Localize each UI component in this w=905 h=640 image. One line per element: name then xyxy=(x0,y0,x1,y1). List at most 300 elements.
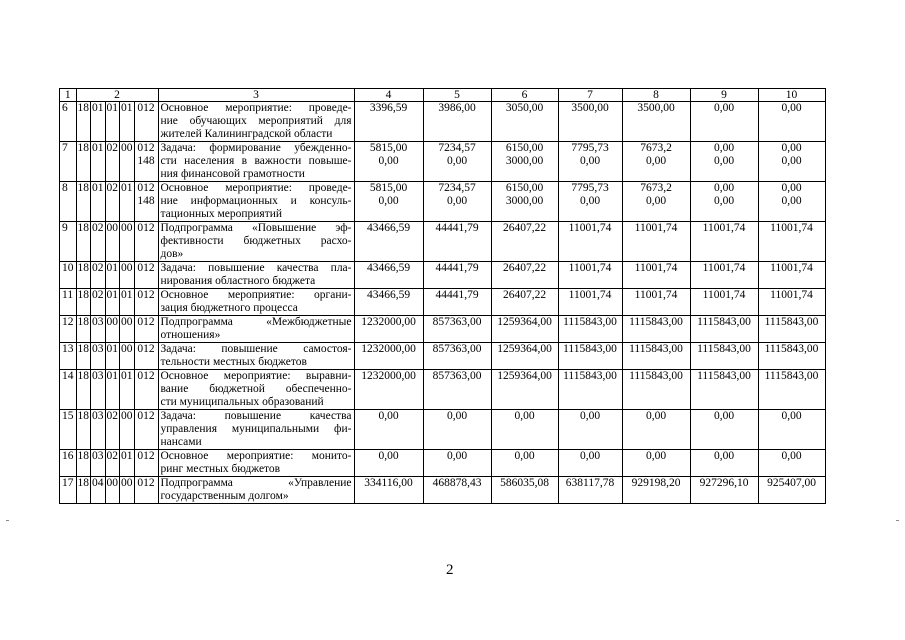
value: 7673,2 xyxy=(640,182,672,194)
header-col-1: 1 xyxy=(60,89,77,102)
code-task: 01 xyxy=(105,102,120,142)
item-name-line: Подпрограмма «Повышение эф- xyxy=(160,222,352,234)
row-number: 15 xyxy=(60,410,77,450)
value: 1115843,00 xyxy=(764,316,819,328)
value: 0,00 xyxy=(446,450,468,462)
value-col-7 xyxy=(558,450,622,477)
value-col-9 xyxy=(690,343,758,370)
value-col-5 xyxy=(423,477,491,504)
value: 0,00 xyxy=(713,102,735,114)
item-name xyxy=(158,142,354,182)
code-program: 18 xyxy=(76,222,91,262)
table-row xyxy=(60,343,826,370)
value: 7234,57 xyxy=(438,142,476,154)
value: 468878,43 xyxy=(432,477,482,489)
value-col-4 xyxy=(354,450,423,477)
code-event: 00 xyxy=(120,316,135,343)
value-col-9 xyxy=(690,182,758,222)
value-col-6 xyxy=(491,289,558,316)
value: 5815,00 xyxy=(369,142,408,154)
value: 6150,00 xyxy=(505,142,544,154)
row-number: 8 xyxy=(60,182,77,222)
value-col-9 xyxy=(690,316,758,343)
header-col-4: 4 xyxy=(354,89,423,102)
value-col-6 xyxy=(491,370,558,410)
value: 0,00 xyxy=(645,195,667,207)
value: 1115843,00 xyxy=(764,370,819,382)
value: 1115843,00 xyxy=(563,343,617,355)
value: 586035,08 xyxy=(500,477,549,489)
code-program: 18 xyxy=(76,370,91,410)
value-col-9 xyxy=(690,450,758,477)
item-name-line: сти муниципальных образований xyxy=(160,396,324,408)
header-col-8: 8 xyxy=(622,89,690,102)
code-admin xyxy=(134,142,158,182)
value: 0,00 xyxy=(514,450,535,462)
table-row xyxy=(60,316,826,343)
value-col-4 xyxy=(354,182,423,222)
code-program: 18 xyxy=(76,477,91,504)
code-subprogram: 03 xyxy=(91,316,106,343)
value: 929198,20 xyxy=(631,477,681,489)
value-col-5 xyxy=(423,450,491,477)
item-name xyxy=(158,289,354,316)
table-row xyxy=(60,222,826,262)
code-task: 00 xyxy=(105,477,120,504)
code-admin xyxy=(134,343,158,370)
code-admin xyxy=(134,316,158,343)
item-name-line: сти населения в важности повыше- xyxy=(160,155,352,167)
table-row xyxy=(60,262,826,289)
value-col-7 xyxy=(558,102,622,142)
item-name-line: ния финансовой грамотности xyxy=(160,168,305,180)
code-subprogram: 01 xyxy=(91,182,106,222)
value: 638117,78 xyxy=(565,477,615,489)
value-col-10 xyxy=(758,477,825,504)
value: 857363,00 xyxy=(432,343,482,355)
row-number: 10 xyxy=(60,262,77,289)
value: 44441,79 xyxy=(435,262,479,274)
value-col-8 xyxy=(622,142,690,182)
item-name xyxy=(158,102,354,142)
value-col-8 xyxy=(622,410,690,450)
row-number: 13 xyxy=(60,343,77,370)
value-col-4 xyxy=(354,262,423,289)
value-col-8 xyxy=(622,102,690,142)
value: 3000,00 xyxy=(505,195,544,207)
value: 11001,74 xyxy=(702,222,746,234)
value: 927296,10 xyxy=(699,477,749,489)
header-col-3: 3 xyxy=(158,89,354,102)
value: 6150,00 xyxy=(505,182,544,194)
admin-code: 012 xyxy=(137,222,155,234)
value: 11001,74 xyxy=(634,262,678,274)
row-number: 6 xyxy=(60,102,77,142)
code-event: 01 xyxy=(120,182,135,222)
value-col-9 xyxy=(690,410,758,450)
value-col-10 xyxy=(758,316,825,343)
item-name-line: нирования областного бюджета xyxy=(160,275,316,287)
value: 0,00 xyxy=(446,155,468,167)
item-name-line: жителей Калининградской области xyxy=(160,128,333,140)
value: 0,00 xyxy=(579,155,601,167)
item-name-line: вание бюджетной обеспеченно- xyxy=(160,383,352,395)
header-col-9: 9 xyxy=(690,89,758,102)
code-task: 01 xyxy=(105,289,120,316)
item-name xyxy=(158,316,354,343)
value-col-9 xyxy=(690,142,758,182)
value: 1115843,00 xyxy=(697,316,751,328)
admin-code: 012 xyxy=(137,343,155,355)
value: 0,00 xyxy=(713,155,735,167)
value: 26407,22 xyxy=(502,289,547,301)
value: 0,00 xyxy=(781,450,802,462)
value: 44441,79 xyxy=(435,222,479,234)
value-col-8 xyxy=(622,182,690,222)
value: 3500,00 xyxy=(637,102,675,114)
value: 3396,59 xyxy=(369,102,408,114)
item-name-line: Задача: формирование убежденно- xyxy=(160,142,352,154)
value-col-7 xyxy=(558,410,622,450)
code-task: 00 xyxy=(105,316,120,343)
value: 1115843,00 xyxy=(563,370,617,382)
admin-code: 012 xyxy=(137,450,155,462)
item-name xyxy=(158,222,354,262)
scan-mark-left xyxy=(6,520,9,521)
value: 11001,74 xyxy=(634,222,678,234)
value: 0,00 xyxy=(378,195,399,207)
code-admin xyxy=(134,477,158,504)
code-program: 18 xyxy=(76,450,91,477)
value-col-5 xyxy=(423,289,491,316)
value: 857363,00 xyxy=(432,316,482,328)
page-number: 2 xyxy=(446,562,454,578)
value-col-10 xyxy=(758,410,825,450)
header-col-10: 10 xyxy=(758,89,825,102)
value-col-9 xyxy=(690,477,758,504)
code-subprogram: 03 xyxy=(91,410,106,450)
scan-mark-right xyxy=(896,520,899,521)
value: 11001,74 xyxy=(770,222,813,234)
code-event: 01 xyxy=(120,450,135,477)
row-number: 17 xyxy=(60,477,77,504)
value: 1115843,00 xyxy=(764,343,819,355)
code-admin xyxy=(134,222,158,262)
value: 43466,59 xyxy=(366,262,411,274)
admin-code: 012 xyxy=(137,316,155,328)
value-col-4 xyxy=(354,316,423,343)
code-task: 02 xyxy=(105,410,120,450)
code-program: 18 xyxy=(76,182,91,222)
table-row xyxy=(60,477,826,504)
value-col-7 xyxy=(558,477,622,504)
value: 1115843,00 xyxy=(629,370,683,382)
item-name-line: ние информационных и консуль- xyxy=(160,195,352,207)
value: 1115843,00 xyxy=(697,343,751,355)
code-admin xyxy=(134,370,158,410)
item-name xyxy=(158,262,354,289)
code-program: 18 xyxy=(76,343,91,370)
table-row xyxy=(60,450,826,477)
value: 0,00 xyxy=(713,142,735,154)
code-admin xyxy=(134,289,158,316)
value-col-10 xyxy=(758,182,825,222)
code-subprogram: 01 xyxy=(91,102,106,142)
value: 1259364,00 xyxy=(497,370,552,382)
code-subprogram: 02 xyxy=(91,222,106,262)
code-program: 18 xyxy=(76,410,91,450)
admin-code: 012 xyxy=(137,370,155,382)
item-name-line: Основное мероприятие: выравни- xyxy=(160,370,352,382)
value: 43466,59 xyxy=(366,222,411,234)
code-subprogram: 04 xyxy=(91,477,106,504)
value: 0,00 xyxy=(781,102,802,114)
item-name-line: отношения» xyxy=(160,329,221,341)
value: 1259364,00 xyxy=(497,343,552,355)
item-name-line: Основное мероприятие: проведе- xyxy=(160,102,352,114)
value-col-7 xyxy=(558,222,622,262)
item-name-line: ние обучающих мероприятий для xyxy=(160,115,352,127)
item-name-line: Задача: повышение самостоя- xyxy=(160,343,352,355)
value: 0,00 xyxy=(713,182,735,194)
value: 11001,74 xyxy=(568,262,612,274)
row-number: 7 xyxy=(60,142,77,182)
value-col-6 xyxy=(491,222,558,262)
header-col-2: 2 xyxy=(76,89,158,102)
value-col-5 xyxy=(423,343,491,370)
header-col-6: 6 xyxy=(491,89,558,102)
value-col-8 xyxy=(622,289,690,316)
value: 7795,73 xyxy=(571,182,609,194)
code-event: 01 xyxy=(120,370,135,410)
table-row xyxy=(60,182,826,222)
value: 334116,00 xyxy=(364,477,413,489)
item-name-line: управления муниципальными фи- xyxy=(160,423,352,435)
admin-code: 148 xyxy=(137,195,155,207)
code-task: 02 xyxy=(105,182,120,222)
value: 0,00 xyxy=(781,155,802,167)
value: 1232000,00 xyxy=(361,343,416,355)
value-col-8 xyxy=(622,450,690,477)
item-name-line: дов» xyxy=(160,248,184,260)
code-subprogram: 02 xyxy=(91,262,106,289)
value: 3000,00 xyxy=(505,155,544,167)
admin-code: 012 xyxy=(137,182,155,194)
value-col-4 xyxy=(354,410,423,450)
header-col-5: 5 xyxy=(423,89,491,102)
value: 5815,00 xyxy=(369,182,408,194)
code-subprogram: 02 xyxy=(91,289,106,316)
value: 3500,00 xyxy=(571,102,609,114)
table-row xyxy=(60,289,826,316)
code-program: 18 xyxy=(76,142,91,182)
item-name-line: Подпрограмма «Межбюджетные xyxy=(160,316,352,328)
value-col-7 xyxy=(558,289,622,316)
admin-code: 148 xyxy=(137,155,155,167)
value-col-6 xyxy=(491,262,558,289)
budget-table xyxy=(59,88,826,504)
value-col-6 xyxy=(491,450,558,477)
value: 3050,00 xyxy=(505,102,544,114)
value-col-4 xyxy=(354,343,423,370)
value: 0,00 xyxy=(378,450,399,462)
item-name-line: нансами xyxy=(160,436,202,448)
item-name xyxy=(158,450,354,477)
value-col-5 xyxy=(423,222,491,262)
value-col-8 xyxy=(622,262,690,289)
value-col-4 xyxy=(354,370,423,410)
table-body xyxy=(60,89,826,504)
value: 11001,74 xyxy=(702,289,746,301)
value: 0,00 xyxy=(645,410,667,422)
value-col-10 xyxy=(758,289,825,316)
value: 11001,74 xyxy=(568,289,612,301)
value: 925407,00 xyxy=(767,477,816,489)
value: 0,00 xyxy=(378,410,399,422)
value-col-10 xyxy=(758,222,825,262)
admin-code: 012 xyxy=(137,262,155,274)
item-name xyxy=(158,477,354,504)
admin-code: 012 xyxy=(137,142,155,154)
code-task: 01 xyxy=(105,370,120,410)
value: 11001,74 xyxy=(634,289,678,301)
value-col-5 xyxy=(423,142,491,182)
code-subprogram: 03 xyxy=(91,370,106,410)
value-col-9 xyxy=(690,262,758,289)
value-col-4 xyxy=(354,102,423,142)
item-name-line: Подпрограмма «Управление xyxy=(160,477,352,489)
value-col-5 xyxy=(423,370,491,410)
value-col-8 xyxy=(622,477,690,504)
value-col-9 xyxy=(690,289,758,316)
admin-code: 012 xyxy=(137,477,155,489)
value: 1115843,00 xyxy=(629,343,683,355)
code-task: 01 xyxy=(105,343,120,370)
value-col-10 xyxy=(758,450,825,477)
value: 44441,79 xyxy=(435,289,479,301)
item-name-line: Основное мероприятие: проведе- xyxy=(160,182,352,194)
code-subprogram: 03 xyxy=(91,450,106,477)
code-program: 18 xyxy=(76,102,91,142)
code-admin xyxy=(134,450,158,477)
item-name-line: Основное мероприятие: органи- xyxy=(160,289,352,301)
value: 26407,22 xyxy=(502,262,547,274)
value-col-5 xyxy=(423,410,491,450)
value-col-6 xyxy=(491,142,558,182)
value: 0,00 xyxy=(579,450,601,462)
value: 0,00 xyxy=(713,450,735,462)
value-col-7 xyxy=(558,316,622,343)
value: 0,00 xyxy=(645,155,667,167)
value: 0,00 xyxy=(579,410,601,422)
value: 1115843,00 xyxy=(563,316,617,328)
value-col-6 xyxy=(491,343,558,370)
admin-code: 012 xyxy=(137,102,155,114)
admin-code: 012 xyxy=(137,289,155,301)
value: 0,00 xyxy=(446,410,468,422)
header-col-7: 7 xyxy=(558,89,622,102)
code-task: 01 xyxy=(105,262,120,289)
row-number: 11 xyxy=(60,289,77,316)
table-row xyxy=(60,370,826,410)
value: 26407,22 xyxy=(502,222,547,234)
code-event: 01 xyxy=(120,102,135,142)
item-name xyxy=(158,410,354,450)
item-name-line: ринг местных бюджетов xyxy=(160,463,281,475)
value-col-4 xyxy=(354,142,423,182)
value-col-5 xyxy=(423,182,491,222)
value-col-5 xyxy=(423,102,491,142)
admin-code: 012 xyxy=(137,410,155,422)
value: 7795,73 xyxy=(571,142,609,154)
code-event: 00 xyxy=(120,410,135,450)
value-col-10 xyxy=(758,262,825,289)
code-program: 18 xyxy=(76,289,91,316)
value-col-7 xyxy=(558,142,622,182)
item-name-line: тельности местных бюджетов xyxy=(160,356,307,368)
code-event: 00 xyxy=(120,262,135,289)
value: 1259364,00 xyxy=(497,316,552,328)
value-col-9 xyxy=(690,102,758,142)
value: 11001,74 xyxy=(770,289,813,301)
value: 7673,2 xyxy=(640,142,672,154)
code-event: 01 xyxy=(120,289,135,316)
value: 0,00 xyxy=(781,195,802,207)
code-event: 00 xyxy=(120,477,135,504)
value: 0,00 xyxy=(713,195,735,207)
code-admin xyxy=(134,262,158,289)
table-row xyxy=(60,410,826,450)
value-col-7 xyxy=(558,182,622,222)
value-col-10 xyxy=(758,370,825,410)
value: 0,00 xyxy=(378,155,399,167)
value: 3986,00 xyxy=(438,102,476,114)
value-col-7 xyxy=(558,370,622,410)
item-name-line: Основное мероприятие: монито- xyxy=(160,450,352,462)
row-number: 14 xyxy=(60,370,77,410)
value: 11001,74 xyxy=(568,222,612,234)
value-col-8 xyxy=(622,316,690,343)
value: 43466,59 xyxy=(366,289,411,301)
value-col-5 xyxy=(423,262,491,289)
value-col-5 xyxy=(423,316,491,343)
value-col-7 xyxy=(558,262,622,289)
code-event: 00 xyxy=(120,343,135,370)
item-name xyxy=(158,370,354,410)
table-row xyxy=(60,102,826,142)
value: 11001,74 xyxy=(702,262,746,274)
code-event: 00 xyxy=(120,142,135,182)
code-task: 00 xyxy=(105,222,120,262)
value: 1232000,00 xyxy=(361,316,416,328)
code-task: 02 xyxy=(105,142,120,182)
value: 0,00 xyxy=(579,195,601,207)
code-admin xyxy=(134,102,158,142)
header-row xyxy=(60,89,826,102)
value-col-7 xyxy=(558,343,622,370)
item-name-line: зация бюджетного процесса xyxy=(160,302,298,314)
code-subprogram: 01 xyxy=(91,142,106,182)
code-admin xyxy=(134,182,158,222)
value: 857363,00 xyxy=(432,370,482,382)
value-col-10 xyxy=(758,102,825,142)
item-name-line: Задача: повышение качества пла- xyxy=(160,262,352,274)
item-name-line: Задача: повышение качества xyxy=(160,410,352,422)
item-name-line: государственным долгом» xyxy=(160,490,289,502)
value-col-8 xyxy=(622,370,690,410)
value-col-9 xyxy=(690,370,758,410)
value: 0,00 xyxy=(713,410,735,422)
